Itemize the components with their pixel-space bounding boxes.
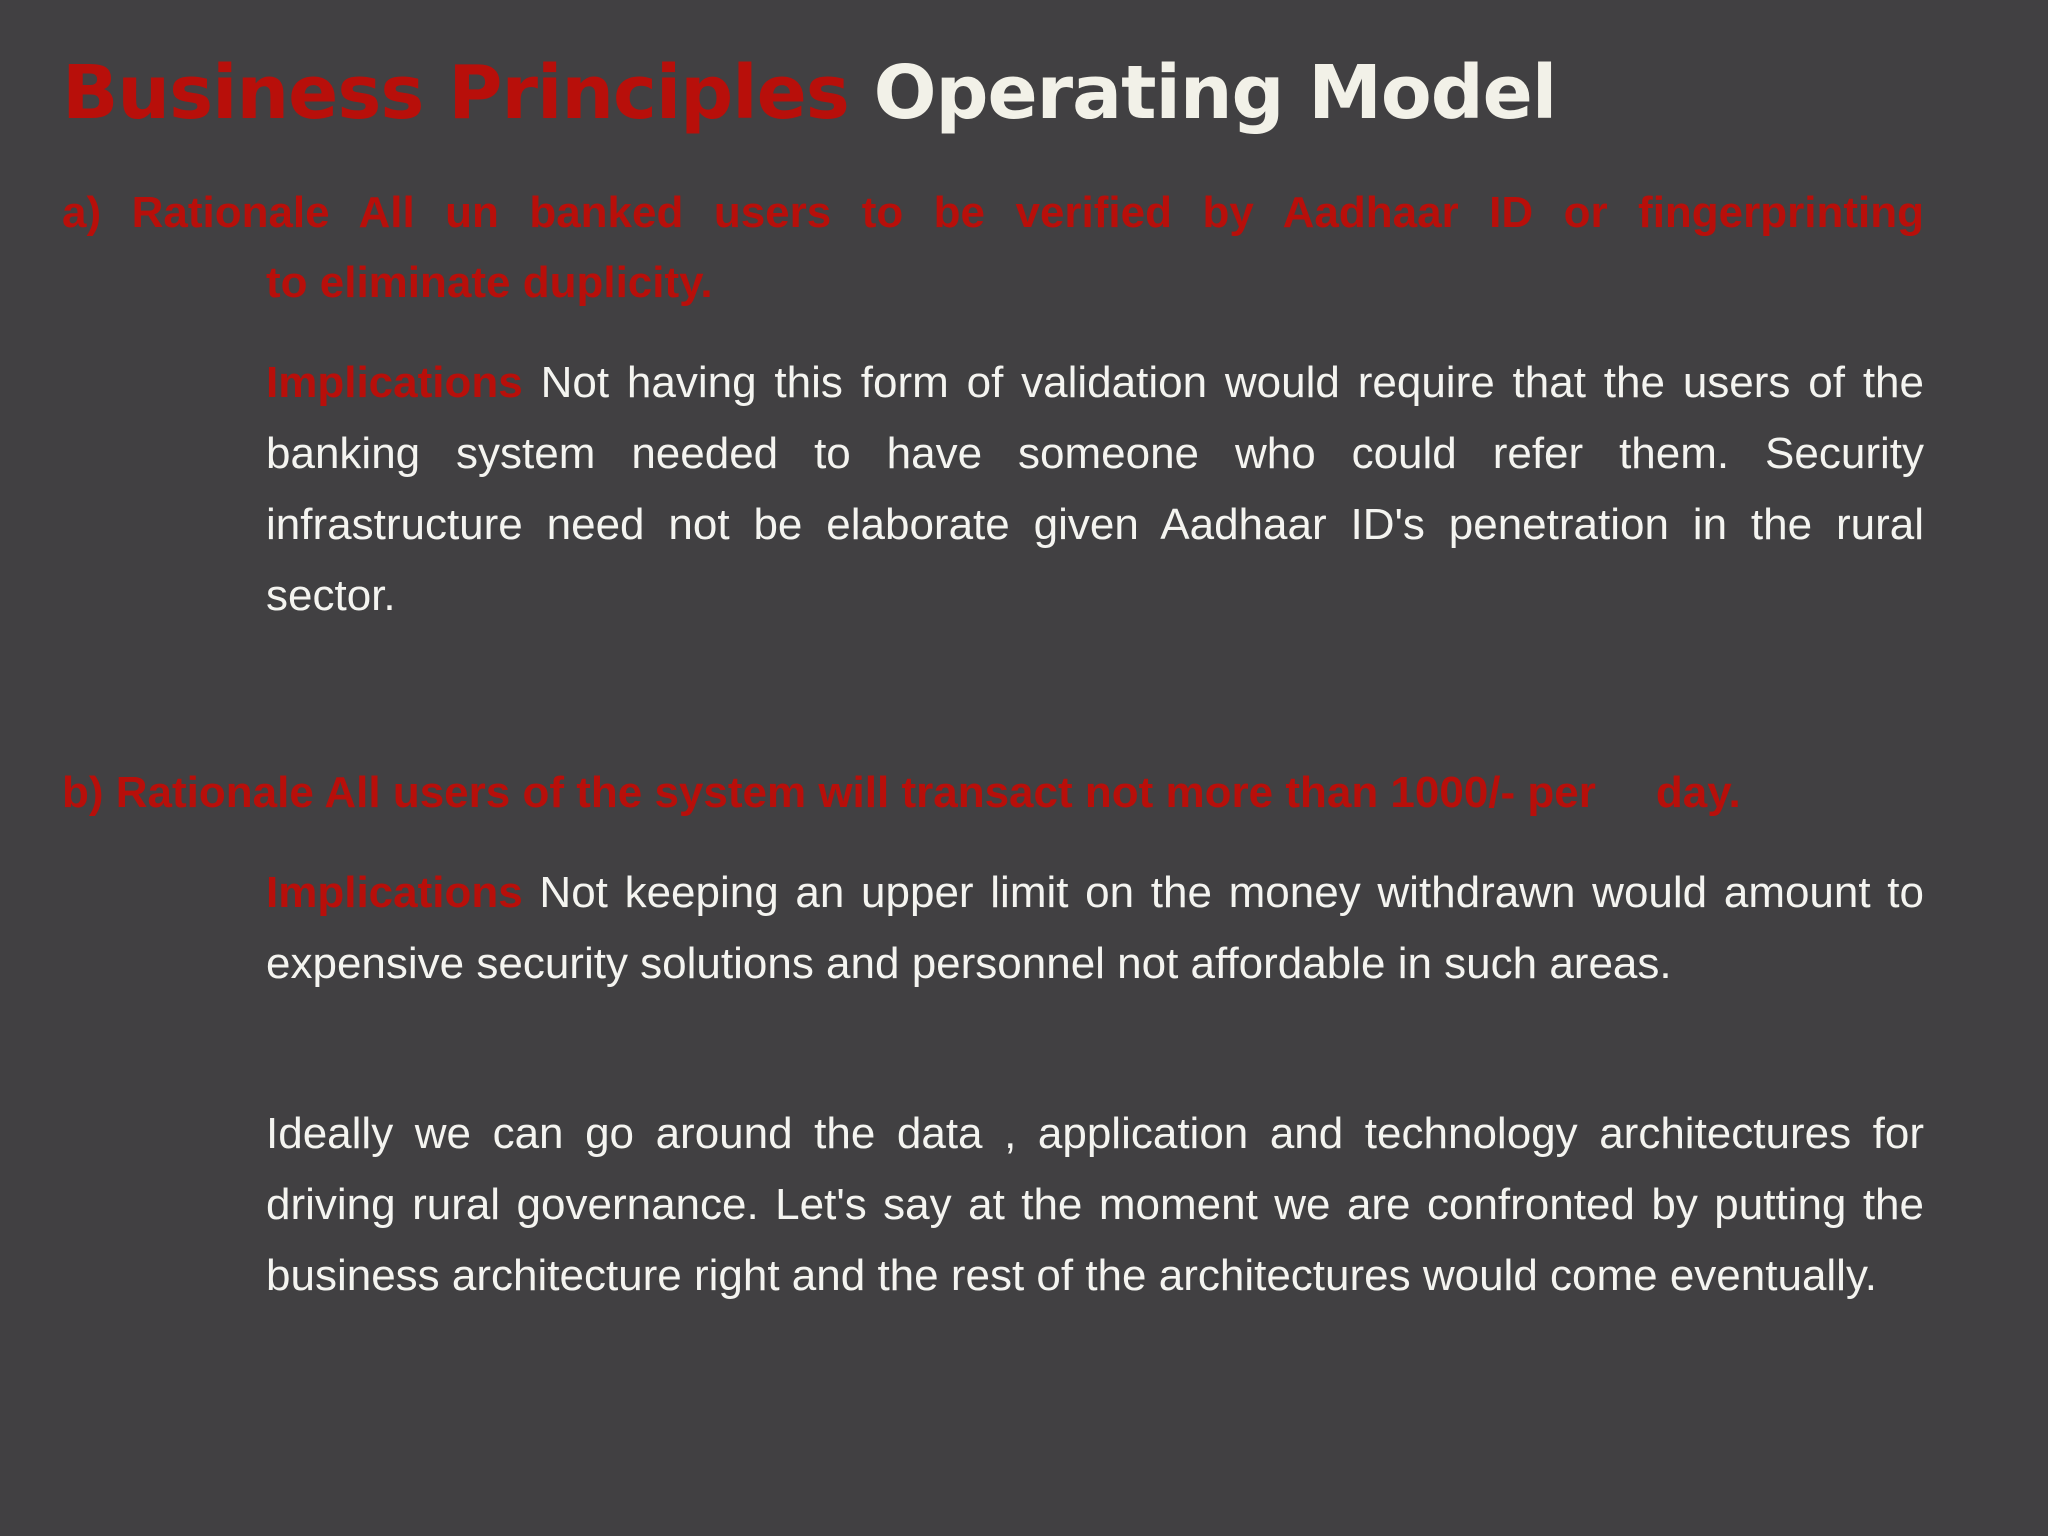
implications-a-label: Implications [266,358,523,407]
implications-b-text: Not keeping an upper limit on the money withdrawn would amount to expensive security solutions and personnel not affordable in such areas. [266,868,1924,988]
implications-a-text: Not having this form of validation would require that the users of the banking system needed to have someone who could refer them. Security infrastructure need not be elaborate given Aadhaar ID's penetration in the rural sector. [266,358,1924,620]
implications-b-paragraph [266,857,1924,999]
closing-paragraph: Ideally we can go around the data , application and technology architectures for driving rural governance. Let's say at the moment we are confronted by putting the business architecture right and the rest of the architectures would come eventually. [266,1109,1924,1300]
rationale-a-line-2: to eliminate duplicity. [266,258,713,307]
rationale-a-line-1: a) Rationale All un banked users to be verified by Aadhaar ID or fingerprinting [62,188,1924,237]
slide-title [62,48,1556,138]
rationale-b [62,758,1924,828]
title-operating-model: Operating Model [873,50,1557,136]
rationale-b-day: day. [1655,768,1741,817]
title-business-principles: Business Principles [62,50,849,136]
implications-b-label: Implications [266,868,523,917]
rationale-b-text: b) Rationale All users of the system will transact not more than 1000/- per [62,768,1596,817]
rationale-a [62,178,1924,318]
implications-a-paragraph [266,347,1924,631]
